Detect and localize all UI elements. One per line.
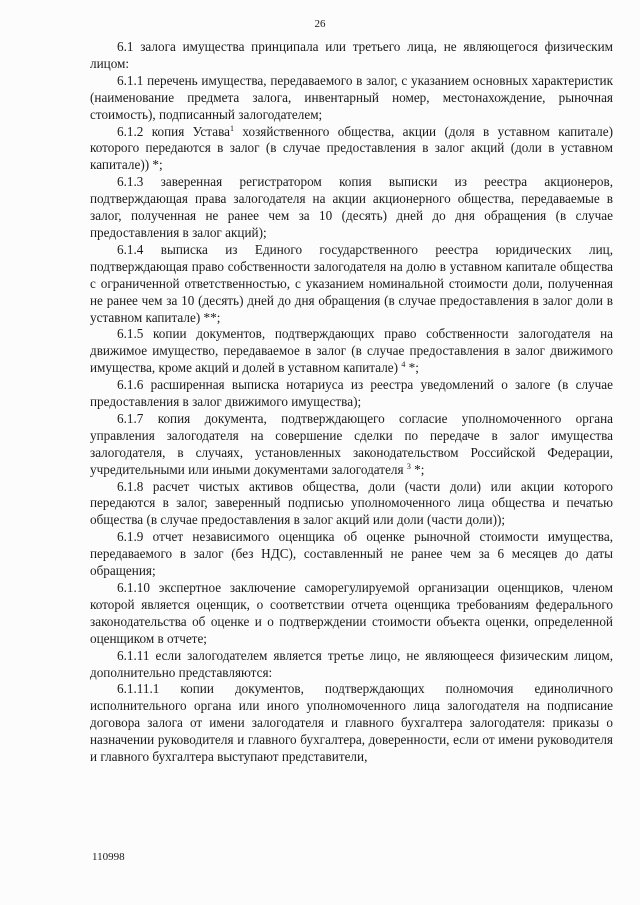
paragraph-6-1-11: 6.1.11 если залогодателем является третье лицо, не являющееся физическим лицом, дополнительно представляются: xyxy=(90,647,613,680)
paragraph-6-1-8: 6.1.8 расчет чистых активов общества, доли (части доли) или акции которого передаются в залог, заверенный подписью уполномоченного лица общества и печатью общества (в случае предоставления в залог акций или доли (части доли)); xyxy=(90,478,613,528)
paragraph-6-1: 6.1 залога имущества принципала или третьего лица, не являющегося физическим лицом: xyxy=(90,39,613,71)
footnote-ref: 4 xyxy=(401,360,406,370)
paragraph-6-1-1: 6.1.1 перечень имущества, передаваемого в залог, с указанием основных характеристик (наименование предмета залога, инвентарный номер, местонахождение, рыночная стоимость), подписанный залогодателем; xyxy=(90,72,613,122)
footnote-ref: 3 xyxy=(406,461,411,471)
footnote-ref: 1 xyxy=(229,123,234,133)
document-code: 110998 xyxy=(92,851,125,863)
paragraph-6-1-3: 6.1.3 заверенная регистратором копия выписки из реестра акционеров, подтверждающая права залогодателя на акции акционерного общества, передаваемые в залог, полученная не ранее чем за 10 (десять) дней до дня обращения (в случае предоставления в залог акций); xyxy=(90,174,613,240)
paragraph-6-1-10: 6.1.10 экспертное заключение саморегулируемой организации оценщиков, членом которой является оценщик, о соответствии отчета оценщика требованиям федерального законодательства об оценке и о подтверждении стоимости объекта оценки, определенной оценщиком в отчете; xyxy=(90,580,613,646)
page-number: 26 xyxy=(314,18,326,30)
document-body xyxy=(90,39,613,766)
paragraph-6-1-11-1: 6.1.11.1 копии документов, подтверждающих полномочия единоличного исполнительного органа или иного уполномоченного лица залогодателя на подписание договора залога от имени залогодателя и главного бухгалтера залогодателя: приказы о назначении руководителя и главного бухгалтера, доверенности, если от имени руководителя и главного бухгалтера выступают представители, xyxy=(90,681,613,765)
paragraph-6-1-6: 6.1.6 расширенная выписка нотариуса из реестра уведомлений о залоге (в случае предоставления в залог движимого имущества); xyxy=(90,377,613,410)
paragraph-6-1-4: 6.1.4 выписка из Единого государственного реестра юридических лиц, подтверждающая право собственности залогодателя на долю в уставном капитале общества с ограниченной ответственностью, с указанием номинальной стоимости доли, полученная не ранее чем за 10 (десять) дней до дня обращения (в случае предоставления в залог доли в уставном капитале) **; xyxy=(90,241,613,325)
paragraph-6-1-7: 6.1.7 копия документа, подтверждающего согласие уполномоченного органа управления залогодателя на совершение сделки по передаче в залог имущества залогодателя, в случаях, установленных законодательством Российской Федерации, учредительными или иными документами залогодателя $^3$ *; xyxy=(90,410,613,477)
paragraph-6-1-2: 6.1.2 копия Устава$^1$ хозяйственного общества, акции (доля в уставном капитале) которого передаются в залог (в случае предоставления в залог акций (доли в уставном капитале)) *; xyxy=(90,123,613,173)
paragraph-6-1-5: 6.1.5 копии документов, подтверждающих право собственности залогодателя на движимое имущество, передаваемое в залог (в случае предоставления в залог движимого имущества, кроме акций и долей в уставном капитале) $^4$ *; xyxy=(90,326,613,376)
paragraph-6-1-9: 6.1.9 отчет независимого оценщика об оценке рыночной стоимости имущества, передаваемого в залог (без НДС), составленный не ранее чем за 6 месяцев до даты обращения; xyxy=(90,529,613,579)
